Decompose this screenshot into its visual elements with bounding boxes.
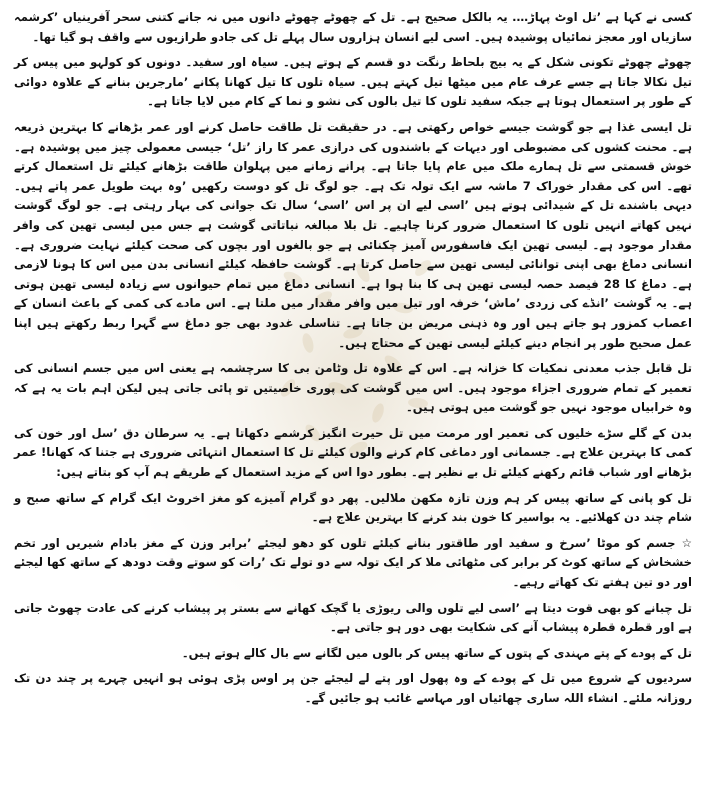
paragraph-remedy-hair: تل کے پودے کے پتے مہندی کے پتوں کے ساتھ پیس کر بالوں میں لگانے سے بال کالے ہوتے ہیں۔ <box>181 645 692 660</box>
paragraph-remedy-piles: تل کو پانی کے ساتھ پیس کر ہم وزن تازہ مکھن ملالیں۔ پھر دو گرام آمیزے کو مغز اخروٹ ایک گرام کے ساتھ صبح و شام چند دن کھلائیے۔ یہ بواسیر کا خون بند کرنے کا بہترین علاج ہے۔ <box>14 490 692 525</box>
article-body <box>14 8 692 709</box>
paragraph-remedy-skin: سردیوں کے شروع میں تل کے پودے کے وہ پھول اور پتے لے لیجئے جن پر اوس پڑی ہوئی ہو انہیں چہرے پر چند دن تک روزانہ ملئے۔ انشاء اللہ ساری چھائیاں اور مہاسے غائب ہو جائیں گے۔ <box>14 671 692 705</box>
paragraph-minerals: تل قابل جذب معدنی نمکیات کا خزانہ ہے۔ اس کے علاوہ تل وٹامن بی کا سرچشمہ ہے یعنی اس میں جسم انسانی کی تعمیر کے تمام ضروری اجزاء موجود ہیں۔ اس میں گوشت کی پوری خاصیتیں تو پائی جاتی ہیں لیکن اہم بات یہ ہے کہ وہ خرابیاں موجود نہیں جو گوشت میں ہوتی ہیں۔ <box>14 361 692 415</box>
paragraph-seed-types: چھوٹے چھوٹے تکونی شکل کے یہ بیج بلحاظ رنگت دو قسم کے ہوتے ہیں۔ سیاہ اور سفید۔ دونوں کو کولہو میں پیس کر تیل نکالا جاتا ہے جسے عرف عام میں میٹھا تیل کہتے ہیں۔ سیاہ تلوں کا تیل کھانا پکانے ’مارجرین بنانے کے علاوہ دوائی کے طور پر استعمال ہوتا ہے جبکہ سفید تلوں کا تیل بالوں کی نشو و نما کے کام میں لایا جاتا ہے۔ <box>14 55 692 109</box>
paragraph-remedy-bedwetting: تل چبانے کو بھی قوت دیتا ہے ’اسی لیے تلوں والی ریوڑی یا گچک کھانے سے بستر پر پیشاب کرنے کی عادت چھوٹ جاتی ہے اور قطرہ قطرہ پیشاب آنے کی شکایت بھی دور ہو جاتی ہے۔ <box>14 600 692 635</box>
paragraph-nutrition: تل ایسی غذا ہے جو گوشت جیسے خواص رکھتی ہے۔ در حقیقت تل طاقت حاصل کرنے اور عمر بڑھانے کا بہترین ذریعہ ہے۔ محنت کشوں کی مضبوطی اور دیہات کے باشندوں کی درازی عمر کا راز ’تل‘ جیسی معمولی چیز میں پوشیدہ ہے۔ خوش قسمتی سے تل ہمارے ملک میں عام پایا جاتا ہے۔ پرانے زمانے میں پہلوان طاقت بڑھانے کیلئے تل استعمال کرتے تھے۔ اس کی مقدار خوراک 7 ماشہ سے ایک تولہ تک ہے۔ جو لوگ تل کو دوست رکھیں ’وہ بہت طویل عمر پاتے ہیں۔ دیہی باشندے تل کے شیدائی ہوتے ہیں ’اسی لیے ان پر اس ’اسی‘ سال تک جوانی کی بہار رہتی ہے۔ جو لوگ گوشت نہیں کھاتے انہیں تلوں کا استعمال ضرور کرنا چاہیے۔ تل بلا مبالغہ نباتاتی گوشت ہے جس میں لیسی تھین کی وافر مقدار موجود ہے۔ لیسی تھین ایک فاسفورس آمیز چکنائی ہے جو بالغوں اور بچوں کی صحت کیلئے نہایت ضروری ہے۔ انسانی دماغ بھی اپنی توانائی لیسی تھین سے حاصل کرتا ہے۔ گوشت حافظہ کیلئے انسانی بدن میں اس کا ہونا لازمی ہے۔ دماغ کا 28 فیصد حصہ لیسی تھین ہی کا بنا ہوا ہے۔ انسانی دماغ میں تمام حیوانوں سے زیادہ لیسی تھین ہوتی ہے۔ یہ گوشت ’انڈے کی زردی ’ماش‘ خرفہ اور تیل میں وافر مقدار میں ملتا ہے۔ اس مادے کی کمی کے باعث انسان کے اعصاب کمزور ہو جاتے ہیں اور وہ ذہنی مریض بن جاتا ہے۔ تناسلی غدود بھی جو دماغ سے گہرا ربط رکھتے ہیں اپنا عمل صحیح طور پر انجام دینے کیلئے لیسی تھین کے محتاج ہیں۔ <box>14 119 692 350</box>
paragraph-healing: بدن کے گلے سڑے خلیوں کی تعمیر اور مرمت میں تل حیرت انگیز کرشمے دکھاتا ہے۔ یہ سرطان دق ’سل اور خون کی کمی کا بہترین علاج ہے۔ جسمانی اور دماغی کام کرنے والوں کیلئے تل کا استعمال انتہائی ضروری ہے جتنا کہ کھانا! عمر بڑھانے اور شباب قائم رکھنے کیلئے تل بے نظیر ہے۔ بطور دوا اس کے مزید استعمال کے طریقے ہم آپ کو بتاتے ہیں: <box>14 425 692 480</box>
paragraph-intro: کسی نے کہا ہے ’تل اوٹ پہاڑ…. یہ بالکل صحیح ہے۔ تل کے چھوٹے چھوٹے دانوں میں نہ جانے کتنی سحر آفرینیاں ’کرشمہ سازیاں اور معجز نمائیاں پوشیدہ ہیں۔ اسی لیے انسان ہزاروں سال پہلے تل کی جادو طرازیوں سے واقف ہو گیا تھا۔ <box>14 10 692 44</box>
paragraph-remedy-strength: ☆ جسم کو موٹا ’سرخ و سفید اور طاقتور بنانے کیلئے تلوں کو دھو لیجئے ’برابر وزن کے مغز بادام شیریں اور تخم خشخاش کے ساتھ کوٹ کر برابر کی مٹھائی ملا کر ایک تولہ سے دو تولے تک ’رات کو سوتے وقت دودھ کے ساتھ کھا لیجئے اور دو تین ہفتے تک کھاتے رہیے۔ <box>14 535 692 590</box>
